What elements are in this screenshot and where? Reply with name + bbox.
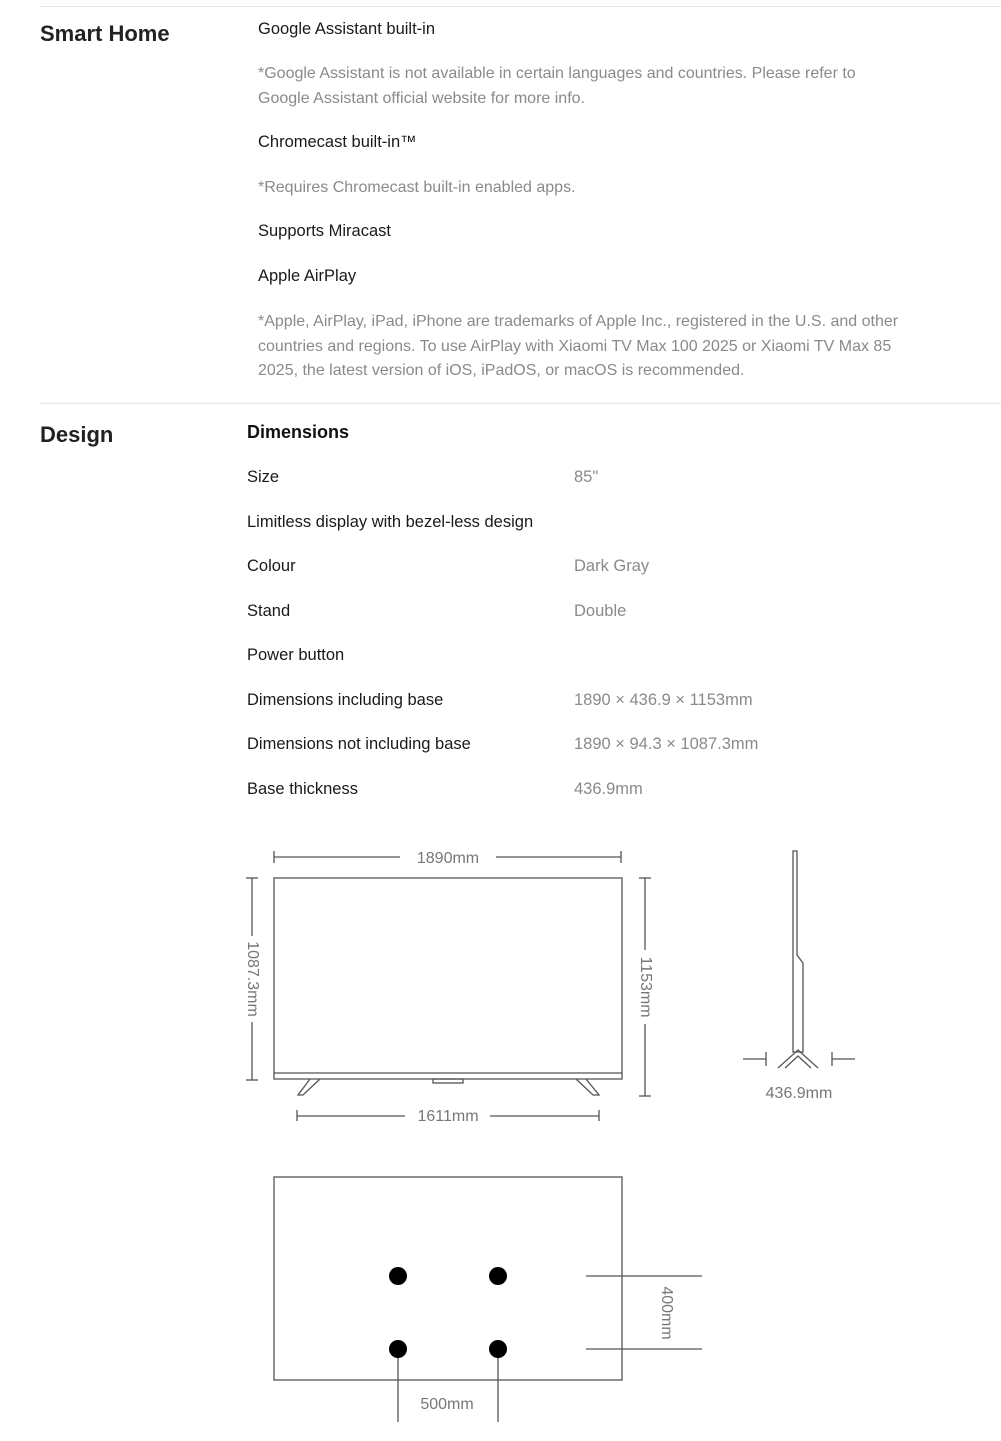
feature-google-assistant: Google Assistant built-in bbox=[258, 20, 436, 38]
label-height: 1087.3mm bbox=[244, 941, 261, 1017]
spec-label-colour: Colour bbox=[247, 557, 296, 575]
spec-value-stand: Double bbox=[574, 602, 627, 620]
spec-label-dims-with-base: Dimensions including base bbox=[247, 691, 444, 709]
note-chromecast: *Requires Chromecast built-in enabled apps. bbox=[258, 179, 576, 196]
feature-airplay: Apple AirPlay bbox=[258, 267, 357, 285]
feature-miracast: Supports Miracast bbox=[258, 222, 391, 240]
spec-value-dims-without-base: 1890 × 94.3 × 1087.3mm bbox=[574, 735, 759, 753]
tv-front-outline bbox=[274, 878, 622, 1079]
vesa-hole-bottom-left bbox=[389, 1340, 407, 1358]
vesa-hole-bottom-right bbox=[489, 1340, 507, 1358]
label-depth: 436.9mm bbox=[765, 1085, 833, 1102]
spec-label-stand: Stand bbox=[247, 602, 291, 620]
label-stand-span: 1611mm bbox=[417, 1108, 479, 1125]
spec-value-dims-with-base: 1890 × 436.9 × 1153mm bbox=[574, 691, 753, 709]
section-title-smart-home: Smart Home bbox=[40, 21, 170, 46]
spec-label-power-button: Power button bbox=[247, 646, 345, 664]
label-vesa-horizontal: 500mm bbox=[420, 1396, 474, 1413]
section-title-design: Design bbox=[40, 422, 114, 447]
label-vesa-vertical: 400mm bbox=[658, 1286, 675, 1340]
tv-back-outline bbox=[274, 1177, 622, 1380]
spec-label-bezel: Limitless display with bezel-less design bbox=[247, 513, 534, 531]
note-google-assistant: *Google Assistant is not available in certain languages and countries. Please refer to Google Assistant official website for more info. bbox=[258, 65, 856, 107]
spec-label-dims-without-base: Dimensions not including base bbox=[247, 735, 471, 753]
label-total-height: 1153mm bbox=[637, 956, 654, 1018]
vesa-hole-top-left bbox=[389, 1267, 407, 1285]
vesa-hole-top-right bbox=[489, 1267, 507, 1285]
spec-value-colour: Dark Gray bbox=[574, 557, 650, 575]
tv-center-logo bbox=[433, 1079, 463, 1083]
feature-chromecast: Chromecast built-in™ bbox=[258, 133, 417, 151]
label-width: 1890mm bbox=[416, 850, 480, 867]
tv-left-foot bbox=[298, 1079, 320, 1095]
tv-right-foot bbox=[576, 1079, 599, 1095]
spec-label-size: Size bbox=[247, 468, 280, 486]
tv-side-profile bbox=[793, 851, 803, 1052]
spec-label-base-thickness: Base thickness bbox=[247, 780, 358, 798]
tv-side-stand bbox=[778, 1050, 818, 1068]
dimensions-subheading: Dimensions bbox=[247, 422, 350, 442]
note-airplay: *Apple, AirPlay, iPad, iPhone are trademarks of Apple Inc., registered in the U.S. and other countries and regions. To use AirPlay with Xiaomi TV Max 100 2025 or Xiaomi TV Max 85 2025, the latest version of iOS, iPadOS, or macOS is recommended. bbox=[258, 313, 899, 379]
spec-value-base-thickness: 436.9mm bbox=[574, 780, 643, 798]
spec-value-size: 85" bbox=[574, 468, 599, 486]
